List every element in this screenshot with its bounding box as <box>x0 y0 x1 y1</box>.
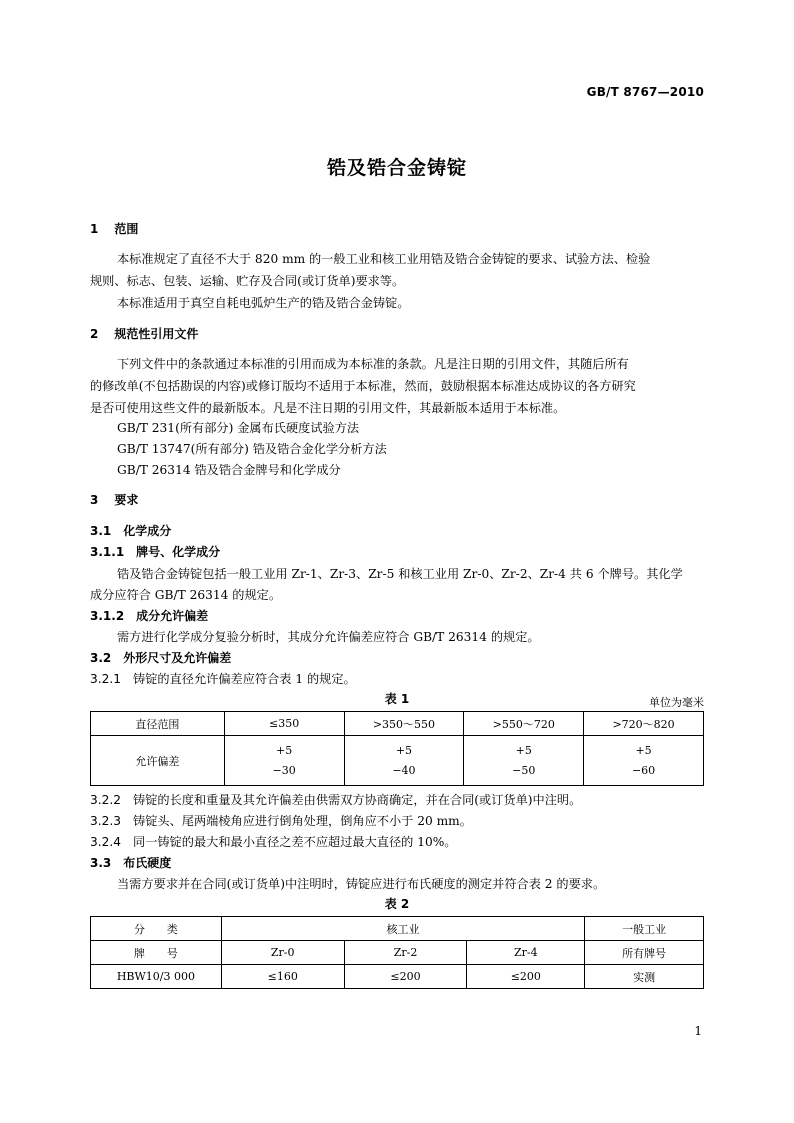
section-2-para-line-2: 的修改单(不包括勘误的内容)或修订版均不适用于本标准，然而，鼓励根据本标准达成协议的各方研究 <box>90 379 636 393</box>
reference-item: GB/T 231(所有部分) 金属布氏硬度试验方法 <box>117 421 360 435</box>
section-2-para-line-3: 是否可使用这些文件的最新版本。凡是不注日期的引用文件，其最新版本适用于本标准。 <box>90 401 566 415</box>
section-3-2-2: 3.2.2 铸锭的长度和重量及其允许偏差由供需双方协商确定，并在合同(或订货单)中注明。 <box>90 793 582 807</box>
reference-item: GB/T 13747(所有部分) 锆及锆合金化学分析方法 <box>117 442 387 456</box>
table-cell: +5 −30 <box>224 736 344 786</box>
section-3-2-heading: 3.2 外形尺寸及允许偏差 <box>90 651 232 665</box>
table-cell: >350～550 <box>344 712 464 736</box>
page-number: 1 <box>694 1024 702 1038</box>
section-3-3-heading: 3.3 布氏硬度 <box>90 856 172 870</box>
table-1-unit: 单位为毫米 <box>649 696 704 709</box>
section-3-2-3: 3.2.3 铸锭头、尾两端棱角应进行倒角处理，倒角应不小于 20 mm。 <box>90 814 472 828</box>
section-1-para-1-line-1: 本标准规定了直径不大于 820 mm 的一般工业和核工业用锆及锆合金铸锭的要求、试验方法、检验 <box>117 252 651 266</box>
table-cell: +5 −60 <box>584 736 704 786</box>
table-cell: >720～820 <box>584 712 704 736</box>
table-cell: HBW10/3 000 <box>91 965 222 989</box>
table-2-caption: 表 2 <box>384 897 410 911</box>
table-cell: 实测 <box>585 965 704 989</box>
table-cell: ≤350 <box>224 712 344 736</box>
table-cell: 直径范围 <box>91 712 225 736</box>
table-cell: 牌 号 <box>91 941 222 965</box>
table-cell: 一般工业 <box>585 917 704 941</box>
table-1 <box>90 711 704 786</box>
section-2-heading: 2 规范性引用文件 <box>90 327 199 341</box>
table-1-caption: 表 1 <box>384 692 410 706</box>
document-title: 锆及锆合金铸锭 <box>326 157 467 179</box>
table-cell: +5 −50 <box>464 736 584 786</box>
table-row <box>91 965 704 989</box>
table-2 <box>90 916 704 989</box>
table-cell: Zr-2 <box>344 941 467 965</box>
table-cell: 允许偏差 <box>91 736 225 786</box>
table-row <box>91 736 704 786</box>
section-1-para-1-line-2: 规则、标志、包装、运输、贮存及合同(或订货单)要求等。 <box>90 274 405 288</box>
section-3-1-1-para-line-2: 成分应符合 GB/T 26314 的规定。 <box>90 588 282 602</box>
standard-number: GB/T 8767—2010 <box>586 85 704 99</box>
section-3-1-1-heading: 3.1.1 牌号、化学成分 <box>90 545 221 559</box>
table-cell: 分 类 <box>91 917 222 941</box>
table-cell: +5 −40 <box>344 736 464 786</box>
table-row <box>91 712 704 736</box>
section-3-3-para: 当需方要求并在合同(或订货单)中注明时，铸锭应进行布氏硬度的测定并符合表 2 的要求。 <box>117 877 606 891</box>
section-1-heading: 1 范围 <box>90 222 139 236</box>
section-3-2-4: 3.2.4 同一铸锭的最大和最小直径之差不应超过最大直径的 10%。 <box>90 835 457 849</box>
table-cell: ≤160 <box>221 965 344 989</box>
table-row <box>91 941 704 965</box>
table-cell: 所有牌号 <box>585 941 704 965</box>
section-3-1-2-heading: 3.1.2 成分允许偏差 <box>90 609 209 623</box>
table-row <box>91 917 704 941</box>
table-cell: ≤200 <box>467 965 585 989</box>
table-cell: >550～720 <box>464 712 584 736</box>
section-3-2-1: 3.2.1 铸锭的直径允许偏差应符合表 1 的规定。 <box>90 672 356 686</box>
table-cell: Zr-0 <box>221 941 344 965</box>
section-3-1-1-para-line-1: 锆及锆合金铸锭包括一般工业用 Zr-1、Zr-3、Zr-5 和核工业用 Zr-0、Zr-2、Zr-4 共 6 个牌号。其化学 <box>117 567 683 581</box>
section-2-para-line-1: 下列文件中的条款通过本标准的引用而成为本标准的条款。凡是注日期的引用文件，其随后所有 <box>117 357 629 371</box>
table-cell: ≤200 <box>344 965 467 989</box>
section-3-1-2-para: 需方进行化学成分复验分析时，其成分允许偏差应符合 GB/T 26314 的规定。 <box>117 630 540 644</box>
table-cell: 核工业 <box>221 917 584 941</box>
table-cell: Zr-4 <box>467 941 585 965</box>
section-3-1-heading: 3.1 化学成分 <box>90 524 172 538</box>
section-1-para-2: 本标准适用于真空自耗电弧炉生产的锆及锆合金铸锭。 <box>117 296 410 310</box>
reference-item: GB/T 26314 锆及锆合金牌号和化学成分 <box>117 463 341 477</box>
section-3-heading: 3 要求 <box>90 493 139 507</box>
